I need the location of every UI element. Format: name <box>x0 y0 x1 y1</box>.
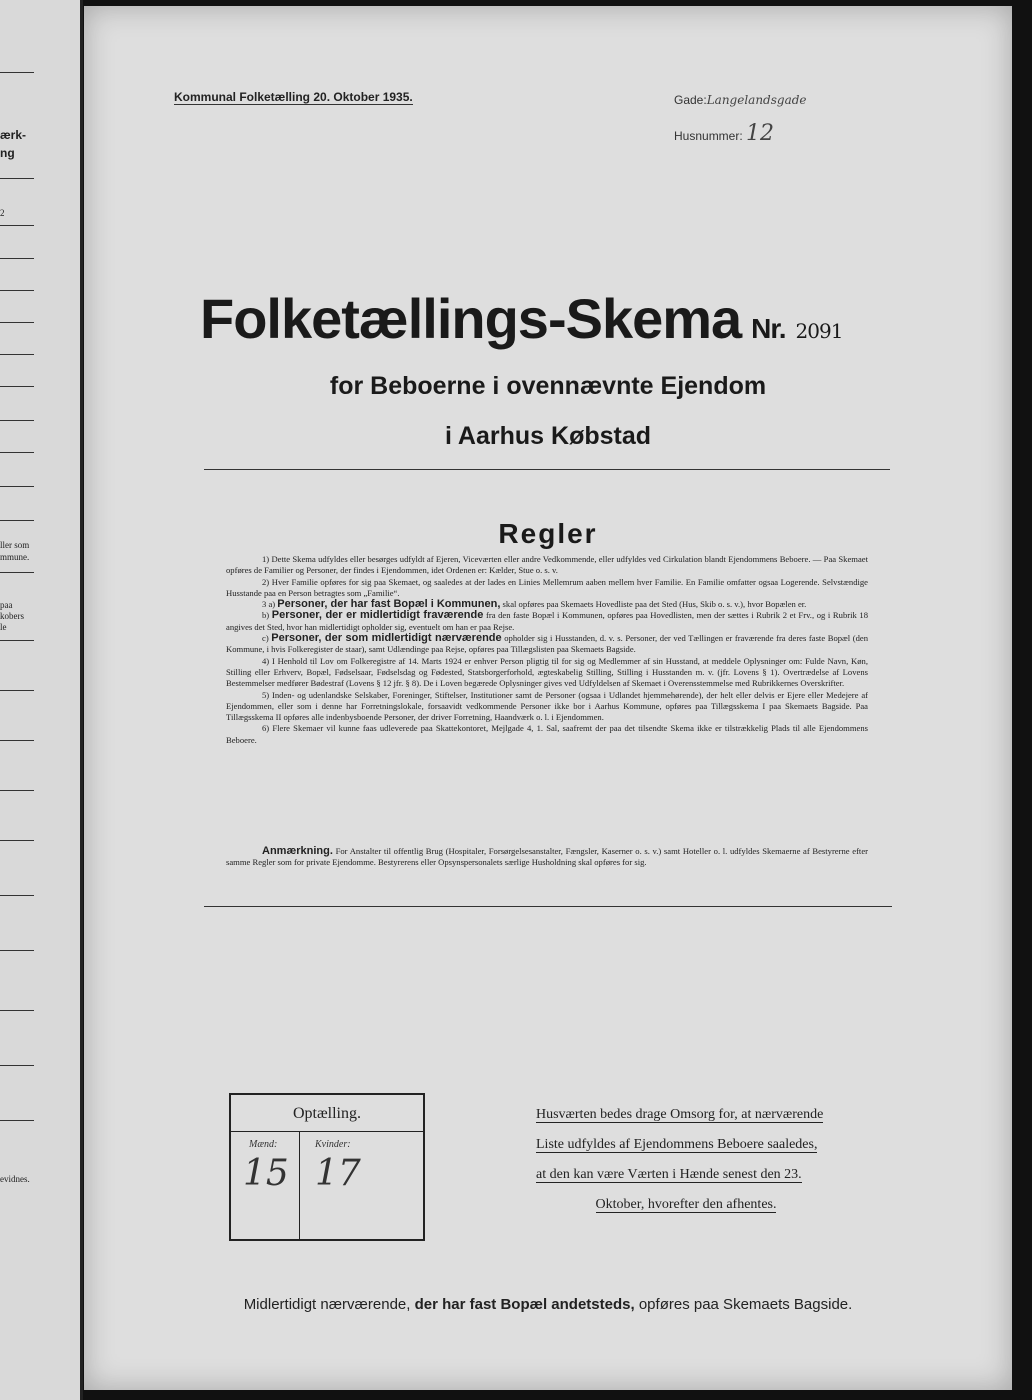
form-title <box>200 286 842 351</box>
rule-text: opholder sig i Husstanden, d. v. s. Personer, der ved Tællingen er fraværende fra deres faste Bopæl (den Kommune, i hvis Folkeregister de staar), samt Udlændinge paa Rejse, opføres paa Tillægslisten paa Skemaets Bagside. <box>226 633 869 655</box>
form-title-text: Folketællings-Skema <box>200 287 742 350</box>
left-fragment: evidnes. <box>0 1174 30 1184</box>
rule-paragraph: 5) Inden- og udenlandske Selskaber, Foreninger, Stiftelser, Institutioner samt de Personer (ogsaa i Udlandet hjemmehørende), der helt eller delvis er Ejere eller Medejere af Ejendommen, eller som i denne har Forretningslokale, forsaavidt vedkommende Personer ikke bor i Aarhus Kommune, opføres paa Tillægsskema I paa Skemaets Bagside. Paa Tillægsskema II opføres alle indenbysboende Personer, der driver Forretning, Haandværk o. l. i Ejendommen. <box>226 689 868 723</box>
street-label: Gade: <box>674 93 707 107</box>
divider <box>204 906 892 907</box>
rule-emphasis: Personer, der har fast Bopæl i Kommunen, <box>277 598 501 611</box>
form-rule <box>0 322 34 323</box>
form-rule <box>0 178 34 179</box>
notice-text: Husværten bedes drage Omsorg for, at nærværende <box>536 1107 824 1122</box>
rule-paragraph: 6) Flere Skemaer vil kunne faas udleverede paa Skattekontoret, Mejlgade 4, 1. Sal, saafremt der paa det tilsendte Skema ikke er tilstrækkelig Plads til alle Ejendommens Beboere. <box>226 723 868 745</box>
left-fragment: kobers <box>0 611 24 621</box>
rule-prefix: b) <box>262 610 270 621</box>
left-fragment: 2 <box>0 208 5 218</box>
remark-text: For Anstalter til offentlig Brug (Hospitaler, Forsørgelsesanstalter, Fængsler, Kaserner o. s. v.) samt Hoteller o. l. udfyldes Skemaerne af Bestyrerne efter samme Regler som for private Ejendomme. Bestyrerens eller Opsynspersonalets særlige Husholdning skal opføres for sig. <box>226 846 868 868</box>
notice-line <box>536 1130 866 1160</box>
men-label: Mænd: <box>249 1139 278 1150</box>
form-rule <box>0 452 34 453</box>
house-number-value: 12 <box>746 121 775 146</box>
form-rule <box>0 225 34 226</box>
house-number-line <box>674 110 807 160</box>
left-fragment: mmune. <box>0 552 30 562</box>
footer-text: Midlertidigt nærværende, <box>243 1296 411 1313</box>
form-rule <box>0 386 34 387</box>
rule-paragraph: 1) Dette Skema udfyldes eller besørges udfyldt af Ejeren, Viceværten eller andre Vedkommende, eller udfyldes ved Cirkulation blandt Ejendommens Beboere. — Paa Skemaet opføres de Familier og Personer, der findes i Ejendommen, idet Ordenen er: Kælder, Stue o. s. v. <box>226 554 868 576</box>
count-box-title: Optælling. <box>292 1105 361 1122</box>
notice-text: Liste udfyldes af Ejendommens Beboere saaledes, <box>536 1137 818 1152</box>
rule-paragraph <box>226 633 868 656</box>
form-rule <box>0 1065 34 1066</box>
notice-text: at den kan være Værten i Hænde senest den 23. <box>536 1167 802 1182</box>
form-subtitle-city: i Aarhus Købstad <box>444 422 652 450</box>
landlord-notice <box>536 1100 866 1220</box>
form-rule <box>0 290 34 291</box>
form-rule <box>0 572 34 573</box>
left-fragment: ærk- <box>0 128 27 142</box>
street-line <box>674 90 807 110</box>
men-count: 15 <box>243 1153 289 1194</box>
form-number-label: Nr. <box>751 313 786 344</box>
divider <box>204 469 890 470</box>
footer-text: opføres paa Skemaets Bagside. <box>638 1296 853 1313</box>
form-rule <box>0 790 34 791</box>
notice-line <box>536 1160 866 1190</box>
form-rule <box>0 354 34 355</box>
form-rule <box>0 258 34 259</box>
form-rule <box>0 420 34 421</box>
form-rule <box>0 1010 34 1011</box>
count-box-rule <box>231 1131 423 1132</box>
census-form-page <box>84 6 1012 1390</box>
count-box <box>229 1093 425 1241</box>
rule-emphasis: Personer, der er midlertidigt fraværende <box>271 609 484 622</box>
form-rule <box>0 690 34 691</box>
left-fragment: ng <box>0 146 15 160</box>
form-rule <box>0 950 34 951</box>
rules-text <box>226 554 868 746</box>
rule-paragraph <box>226 610 868 633</box>
women-count: 17 <box>315 1153 361 1194</box>
women-label: Kvinder: <box>315 1139 351 1150</box>
form-number-value: 2091 <box>795 319 843 343</box>
form-subtitle: for Beboerne i ovennævnte Ejendom <box>329 372 767 400</box>
rule-prefix: c) <box>262 633 269 644</box>
left-page-edge <box>0 0 83 1400</box>
left-fragment: le <box>0 622 7 632</box>
rule-text: fra den faste Bopæl i Kommunen, opføres paa Hovedlisten, men der sættes i Rubrik 2 et Frv., og i Rubrik 18 angives det Sted, hvor han midlertidigt opholder sig, eventuelt om han er paa Rejse. <box>226 610 869 632</box>
rule-text: skal opføres paa Skemaets Hovedliste paa det Sted (Hus, Skib o. s. v.), hvor Bopælen er. <box>502 599 807 610</box>
rule-paragraph: 2) Hver Familie opføres for sig paa Skemaet, og saaledes at der lades en Linies Mellemrum aaben mellem hver Familie. En Familie omfatter ogsaa Logerende. Selvstændige Husstande paa en Person betragtes som „Familie“. <box>226 576 868 598</box>
street-value: Langelandsgade <box>706 93 807 107</box>
rule-prefix: 3 a) <box>262 599 276 610</box>
form-rule <box>0 840 34 841</box>
form-rule <box>0 72 34 73</box>
footer-note <box>84 1296 1012 1313</box>
house-number-label: Husnummer: <box>674 129 743 143</box>
form-rule <box>0 486 34 487</box>
form-rule <box>0 740 34 741</box>
notice-line <box>536 1190 866 1220</box>
footer-emphasis: der har fast Bopæl andetsteds, <box>414 1296 635 1313</box>
rule-paragraph: 4) I Henhold til Lov om Folkeregistre af 14. Marts 1924 er enhver Person pligtig til for sig og Medlemmer af sin Husstand, at meddele Oplysninger om: Fulde Navn, Køn, Stilling eller Erhverv, Bopæl, Fødselsaar, Fødselsdag og Fødested, Statsborgerforhold, ægteskabelig Stilling, Stilling i Husstanden m. v. (jfr. Lovens § 1). Overtrædelse af Lovens Bestemmelser medfører Bødestraf (Lovens § 12 jfr. § 8). De i Loven begærede Oplysninger gives ved Udfyldelsen af Skemaet i Overensstemmelse med Rubrikkernes Overskrifter. <box>226 655 868 689</box>
remark-label: Anmærkning. <box>262 845 333 857</box>
rule-emphasis: Personer, der som midlertidigt nærværende <box>271 632 502 645</box>
form-rule <box>0 640 34 641</box>
census-heading: Kommunal Folketælling 20. Oktober 1935. <box>174 90 413 104</box>
notice-line <box>536 1100 866 1130</box>
count-box-divider <box>299 1131 300 1239</box>
remark-block <box>226 846 868 869</box>
form-rule <box>0 520 34 521</box>
form-rule <box>0 895 34 896</box>
rules-heading: Regler <box>498 518 598 549</box>
form-rule <box>0 1120 34 1121</box>
address-block <box>674 90 807 160</box>
left-fragment: paa <box>0 600 13 610</box>
left-fragment: ller som <box>0 540 30 550</box>
notice-text: Oktober, hvorefter den afhentes. <box>595 1197 777 1212</box>
